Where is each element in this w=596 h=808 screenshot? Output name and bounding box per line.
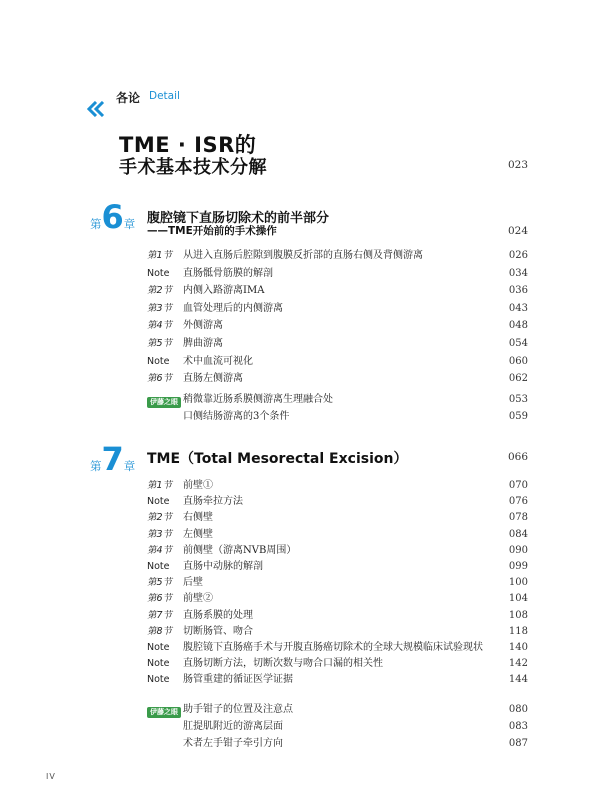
- toc-entry: [147, 608, 528, 624]
- section-label: 各论: [116, 91, 141, 105]
- tip-entry: [147, 409, 528, 425]
- entry-page: 099: [508, 561, 528, 572]
- entry-label: Note: [147, 658, 170, 670]
- part-title-line2: 手术基本技术分解: [119, 157, 267, 178]
- entry-text: 肠管重建的循证医学证据: [183, 674, 293, 686]
- chapter6-label: [90, 198, 136, 236]
- tip-entry: [147, 719, 528, 735]
- entry-label: Note: [147, 561, 170, 572]
- toc-entry: [147, 672, 528, 688]
- chapter6-subtitle: ——TME开始前的手术操作: [147, 225, 277, 237]
- entry-label: Note: [147, 267, 170, 279]
- entry-label: 第6节: [147, 593, 173, 605]
- entry-text: 切断肠管、吻合: [183, 625, 253, 637]
- entry-page: 078: [508, 512, 528, 524]
- part-title-page: 023: [507, 159, 528, 171]
- entry-label: 第5节: [147, 338, 173, 349]
- entry-label: 第1节: [147, 480, 173, 491]
- entry-page: 026: [508, 250, 528, 261]
- toc-entry: [147, 640, 528, 656]
- entry-page: 070: [508, 480, 528, 491]
- entry-label: 第2节: [147, 285, 173, 297]
- tip-entry: [147, 702, 528, 718]
- entry-page: 043: [508, 302, 528, 314]
- entry-label: 第7节: [147, 609, 173, 621]
- entry-page: 034: [508, 267, 528, 279]
- entry-text: 直肠中动脉的解剖: [183, 561, 263, 572]
- entry-text: 前壁①: [183, 480, 213, 491]
- entry-page: 054: [508, 338, 528, 349]
- tip-text: 口侧结肠游离的3个条件: [183, 411, 290, 422]
- entry-label: 第8节: [147, 625, 173, 637]
- toc-entry: [147, 527, 528, 543]
- entry-label: Note: [147, 496, 170, 508]
- entry-page: 048: [508, 320, 528, 332]
- entry-text: 前侧壁（游离NVB周围）: [183, 544, 297, 556]
- toc-entry: [147, 283, 528, 299]
- toc-entry: [147, 624, 528, 640]
- chapter-number: 6: [101, 198, 124, 236]
- entry-page: 104: [508, 593, 528, 605]
- toc-entry: [147, 510, 528, 526]
- entry-text: 后壁: [183, 577, 203, 589]
- entry-text: 内侧入路游离IMA: [183, 285, 265, 297]
- entry-text: 脾曲游离: [183, 338, 223, 349]
- toc-entry: [147, 318, 528, 334]
- entry-text: 右侧壁: [183, 512, 213, 524]
- entry-label: Note: [147, 355, 170, 367]
- toc-entry: [147, 591, 528, 607]
- entry-page: 036: [508, 285, 528, 297]
- entry-label: 第4节: [147, 320, 173, 332]
- toc-entry: [147, 266, 528, 282]
- entry-label: Note: [147, 674, 170, 686]
- entry-page: 062: [508, 373, 528, 385]
- tip-entry: [147, 736, 528, 752]
- tip-entry: [147, 392, 528, 408]
- toc-entry: [147, 371, 528, 387]
- chapter-suffix: 章: [123, 459, 136, 473]
- chapter-suffix: 章: [123, 217, 136, 231]
- entry-text: 左侧壁: [183, 528, 213, 540]
- chapter-prefix: 第: [90, 217, 102, 231]
- entry-text: 血管处理后的内侧游离: [183, 302, 283, 314]
- toc-entry: [147, 575, 528, 591]
- entry-label: 第2节: [147, 512, 173, 524]
- page-numeral: IV: [46, 772, 56, 781]
- tip-page: 087: [508, 738, 528, 749]
- toc-entry: [147, 301, 528, 317]
- entry-label: 第5节: [147, 577, 173, 589]
- entry-label: 第3节: [147, 302, 173, 314]
- tips-badge: 伊藤之眼: [147, 707, 181, 718]
- double-chevron-left-icon: [87, 101, 105, 117]
- tip-text: 肛提肌附近的游离层面: [183, 721, 283, 732]
- toc-entry: [147, 559, 528, 575]
- tip-page: 053: [508, 394, 528, 405]
- chapter-prefix: 第: [90, 459, 102, 473]
- chapter7-label: [90, 440, 136, 478]
- toc-entry: [147, 478, 528, 494]
- entry-text: 直肠骶骨筋膜的解剖: [183, 267, 273, 279]
- tip-page: 080: [508, 704, 528, 715]
- entry-label: 第6节: [147, 373, 173, 385]
- entry-page: 100: [508, 577, 528, 589]
- entry-label: 第1节: [147, 250, 173, 261]
- tip-text: 稍微靠近肠系膜侧游离生理融合处: [183, 394, 333, 405]
- section-sublabel: Detail: [149, 90, 180, 102]
- entry-text: 直肠切断方法，切断次数与吻合口漏的相关性: [183, 658, 383, 670]
- toc-entry: [147, 354, 528, 370]
- chapter6-page: 024: [507, 225, 528, 237]
- part-title-line1: TME · ISR的: [119, 133, 257, 157]
- chapter7-page: 066: [507, 451, 528, 463]
- entry-text: 从进入直肠后腔隙到腹膜反折部的直肠右侧及背侧游离: [183, 250, 423, 261]
- toc-entry: [147, 248, 528, 264]
- entry-text: 前壁②: [183, 593, 213, 605]
- entry-text: 直肠系膜的处理: [183, 609, 253, 621]
- entry-page: 090: [508, 544, 528, 556]
- tip-page: 083: [508, 721, 528, 732]
- chapter6-title: 腹腔镜下直肠切除术的前半部分: [147, 211, 330, 226]
- entry-text: 腹腔镜下直肠癌手术与开腹直肠癌切除术的全球大规模临床试验现状: [183, 642, 483, 653]
- entry-page: 140: [508, 642, 528, 653]
- entry-label: 第3节: [147, 528, 173, 540]
- tip-text: 术者左手钳子牵引方向: [183, 738, 283, 749]
- entry-page: 076: [508, 496, 528, 508]
- entry-text: 外侧游离: [183, 320, 223, 332]
- entry-page: 108: [508, 609, 528, 621]
- tip-text: 助手钳子的位置及注意点: [183, 704, 293, 715]
- entry-page: 118: [508, 625, 528, 637]
- chapter7-title: TME（Total Mesorectal Excision）: [147, 451, 408, 467]
- tip-page: 059: [508, 411, 528, 422]
- tips-badge: 伊藤之眼: [147, 397, 181, 408]
- toc-entry: [147, 494, 528, 510]
- toc-entry: [147, 543, 528, 559]
- entry-text: 直肠左侧游离: [183, 373, 243, 385]
- entry-text: 直肠牵拉方法: [183, 496, 243, 508]
- entry-label: 第4节: [147, 544, 173, 556]
- entry-page: 084: [508, 528, 528, 540]
- toc-entry: [147, 656, 528, 672]
- entry-label: Note: [147, 642, 170, 653]
- entry-page: 144: [508, 674, 528, 686]
- entry-page: 142: [508, 658, 528, 670]
- entry-page: 060: [508, 355, 528, 367]
- entry-text: 术中血流可视化: [183, 355, 253, 367]
- chapter-number: 7: [101, 440, 124, 478]
- toc-entry: [147, 336, 528, 352]
